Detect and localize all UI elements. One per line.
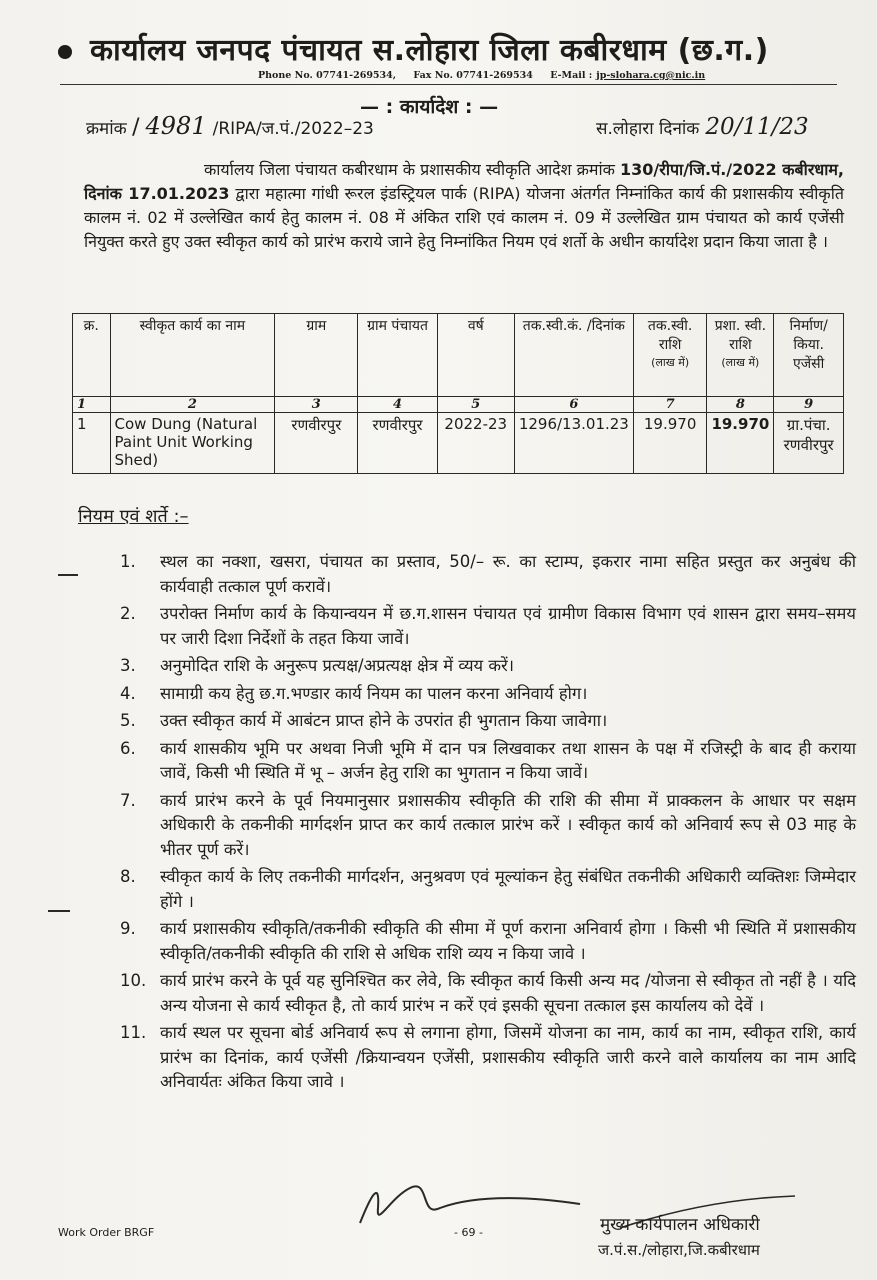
date-label: स.लोहारा दिनांक — [596, 119, 700, 139]
signatory-title: मुख्य कार्यपालन अधिकारी — [600, 1215, 760, 1235]
email-address: jp-slohara.cg@nic.in — [596, 70, 706, 81]
term-number: 1. — [120, 552, 136, 571]
office-header — [58, 28, 858, 69]
list-item — [120, 654, 856, 679]
column-number-row — [73, 397, 844, 413]
terms-list — [120, 550, 856, 1098]
term-text: कार्य शासकीय भूमि पर अथवा निजी भूमि में दान पत्र लिखवाकर तथा शासन के पक्ष में रजिस्ट्री के बाद ही कराया जावें, किसी भी स्थिति में भू – अर्जन हेतु राशि का भुगतान न किया जावें। — [160, 738, 856, 782]
date-handwritten: 20/11/23 — [705, 114, 809, 140]
document-heading: — : कार्यादेश : — — [360, 96, 499, 118]
list-item — [120, 969, 856, 1018]
column-number: 2 — [110, 397, 275, 413]
list-item — [120, 737, 856, 786]
term-text: कार्य प्रारंभ करने के पूर्व नियमानुसार प्रशासकीय स्वीकृति की राशि की सीमा में प्राक्कलन के आधार पर सक्षम अधिकारी के तकनीकी मार्गदर्शन प्राप्त कर कार्य तत्काल प्रारंभ करें । स्वीकृत कार्य को अनिवार्य रूप से 03 माह के भीतर पूर्ण करें। — [160, 790, 856, 859]
unit-note: (लाख में) — [721, 356, 760, 369]
column-number: 1 — [73, 397, 111, 413]
intro-line1: कार्यालय जिला पंचायत कबीरधाम के प्रशासकीय स्वीकृति आदेश क्रमांक — [204, 160, 615, 179]
margin-mark — [58, 574, 78, 576]
term-number: 6. — [120, 738, 136, 758]
term-number: 8. — [120, 867, 136, 886]
table-header-row — [73, 314, 844, 397]
term-text: स्थल का नक्शा, खसरा, पंचायत का प्रस्ताव, 50/– रू. का स्टाम्प, इकरार नामा सहित प्रस्तुत कर अनुबंध की कार्यवाही तत्काल पूर्ण करावें। — [160, 552, 856, 596]
list-item — [120, 709, 856, 734]
terms-heading: नियम एवं शर्ते :– — [78, 506, 189, 527]
table-row — [73, 413, 844, 474]
term-text: उक्त स्वीकृत कार्य में आबंटन प्राप्त होने के उपरांत ही भुगतान किया जावेगा। — [160, 711, 608, 730]
reference-line: क्रमांक / 4981 /RIPA/ज.पं./2022–23 — [86, 112, 374, 140]
col-header: क्र. — [73, 314, 111, 397]
term-number: 7. — [120, 790, 136, 810]
cell-panchayat: रणवीरपुर — [358, 413, 437, 474]
margin-mark — [48, 910, 70, 912]
date-line — [596, 114, 809, 140]
term-text: कार्य स्थल पर सूचना बोर्ड अनिवार्य रूप से लगाना होगा, जिसमें योजना का नाम, कार्य का नाम, स्वीकृत राशि, कार्य प्रारंभ का दिनांक, कार्य एजेंसी /क्रियान्वयन एजेंसी, प्रशासकीय स्वीकृति जारी करने वाले कार्यालय का नाम आदि अनिवार्यतः अंकित किया जावे । — [160, 1023, 856, 1091]
term-text: उपरोक्त निर्माण कार्य के कियान्वयन में छ.ग.शासन पंचायत एवं ग्रामीण विकास विभाग एवं शासन द्वारा समय–समय पर जारी दिशा निर्देशों के तहत किया जावें। — [160, 604, 856, 648]
fax-number: Fax No. 07741-269534 — [413, 70, 533, 81]
cell-work-name: Cow Dung (Natural Paint Unit Working Shed) — [110, 413, 275, 474]
signatory-office: ज.पं.स./लोहारा,जि.कबीरधाम — [598, 1241, 760, 1259]
page-number: - 69 - — [454, 1226, 483, 1239]
list-item — [120, 682, 856, 707]
unit-note: (लाख में) — [651, 356, 690, 369]
term-number: 5. — [120, 711, 136, 730]
term-number: 9. — [120, 919, 136, 938]
header-divider — [60, 84, 837, 85]
cell-tech-sanction: 1296/13.01.23 — [514, 413, 633, 474]
column-number: 9 — [774, 397, 844, 413]
col-header — [707, 314, 774, 397]
footer-label: Work Order BRGF — [58, 1226, 155, 1239]
ref-prefix: क्रमांक — [86, 119, 127, 139]
term-text: स्वीकृत कार्य के लिए तकनीकी मार्गदर्शन, अनुश्रवण एवं मूल्यांकन हेतु संबंधित तकनीकी अधिकारी व्यक्तिशः जिम्मेदार होंगे । — [160, 867, 856, 911]
intro-order-ref: 130/रीपा/जि.पं./2022 कबीरधाम, दिनांक 17.01.2023 — [84, 160, 844, 203]
column-number: 6 — [514, 397, 633, 413]
col-header: वर्ष — [437, 314, 514, 397]
intro-paragraph — [84, 158, 844, 254]
cell-agency: ग्रा.पंचा. रणवीरपुर — [774, 413, 844, 474]
term-text: अनुमोदित राशि के अनुरूप प्रत्यक्ष/अप्रत्यक्ष क्षेत्र में व्यय करें। — [160, 656, 515, 675]
col-header: निर्माण/ किया. एजेंसी — [774, 314, 844, 397]
cell-admin-amount: 19.970 — [707, 413, 774, 474]
list-item — [120, 865, 856, 914]
col-header — [633, 314, 707, 397]
term-number: 4. — [120, 683, 136, 703]
col-header-text: तक.स्वी. राशि — [647, 318, 693, 353]
column-number: 4 — [358, 397, 437, 413]
term-number: 10. — [120, 971, 147, 990]
list-item — [120, 789, 856, 863]
list-item — [120, 602, 856, 651]
office-title: कार्यालय जनपद पंचायत स.लोहारा जिला कबीरधाम (छ.ग.) — [90, 33, 769, 68]
cell-village: रणवीरपुर — [275, 413, 358, 474]
term-number: 11. — [120, 1023, 147, 1042]
column-number: 8 — [707, 397, 774, 413]
term-text: कार्य प्रशासकीय स्वीकृति/तकनीकी स्वीकृति की सीमा में पूर्ण कराना अनिवार्य होगा । किसी भी स्थिति में प्रशासकीय स्वीकृति/तकनीकी स्वीकृति की राशि से अधिक राशि व्यय न किया जावे । — [160, 919, 856, 963]
ref-number-handwritten: 4981 — [145, 112, 207, 140]
contact-line — [258, 70, 818, 81]
ref-suffix: /RIPA/ज.पं./2022–23 — [212, 119, 374, 139]
column-number: 5 — [437, 397, 514, 413]
cell-sno: 1 — [73, 413, 111, 474]
intro-rest: द्वारा महात्मा गांधी रूरल इंडस्ट्रियल पार्क (RIPA) योजना अंतर्गत निम्नांकित कार्य की प्रशासकीय स्वीकृति कालम नं. 02 में उल्लेखित कार्य हेतु कालम नं. 08 में अंकित राशि एवं कालम नं. 09 में उल्लेखित ग्राम पंचायत को कार्य एजेंसी नियुक्त करते हुए उक्त स्वीकृत कार्य को प्रारंभ कराये जाने हेतु निम्नांकित नियम एवं शर्तो के अधीन कार्यादेश प्रदान किया जाता है । — [84, 184, 844, 251]
list-item — [120, 550, 856, 599]
list-item — [120, 1021, 856, 1095]
bullet-mark — [58, 45, 72, 59]
col-header: ग्राम पंचायत — [358, 314, 437, 397]
column-number: 7 — [633, 397, 707, 413]
term-text: कार्य प्रारंभ करने के पूर्व यह सुनिश्चित कर लेवे, कि स्वीकृत कार्य किसी अन्य मद /योजना से स्वीकृत तो नहीं है । यदि अन्य योजना से कार्य स्वीकृत है, तो कार्य प्रारंभ न करें एवं इसकी सूचना तत्काल इस कार्यालय को देवें । — [160, 971, 856, 1015]
email-label: E-Mail : — [550, 70, 593, 81]
col-header: तक.स्वी.कं. /दिनांक — [514, 314, 633, 397]
cell-year: 2022-23 — [437, 413, 514, 474]
column-number: 3 — [275, 397, 358, 413]
term-number: 2. — [120, 604, 136, 623]
work-table — [72, 313, 844, 474]
term-number: 3. — [120, 656, 136, 675]
list-item — [120, 917, 856, 966]
col-header-text: प्रशा. स्वी. राशि — [714, 318, 767, 353]
term-text: सामाग्री कय हेतु छ.ग.भण्डार कार्य नियम का पालन करना अनिवार्य होग। — [160, 683, 588, 703]
signature-stroke — [360, 1186, 580, 1223]
cell-tech-amount: 19.970 — [633, 413, 707, 474]
phone-number: Phone No. 07741-269534, — [258, 70, 397, 81]
col-header: स्वीकृत कार्य का नाम — [110, 314, 275, 397]
col-header: ग्राम — [275, 314, 358, 397]
